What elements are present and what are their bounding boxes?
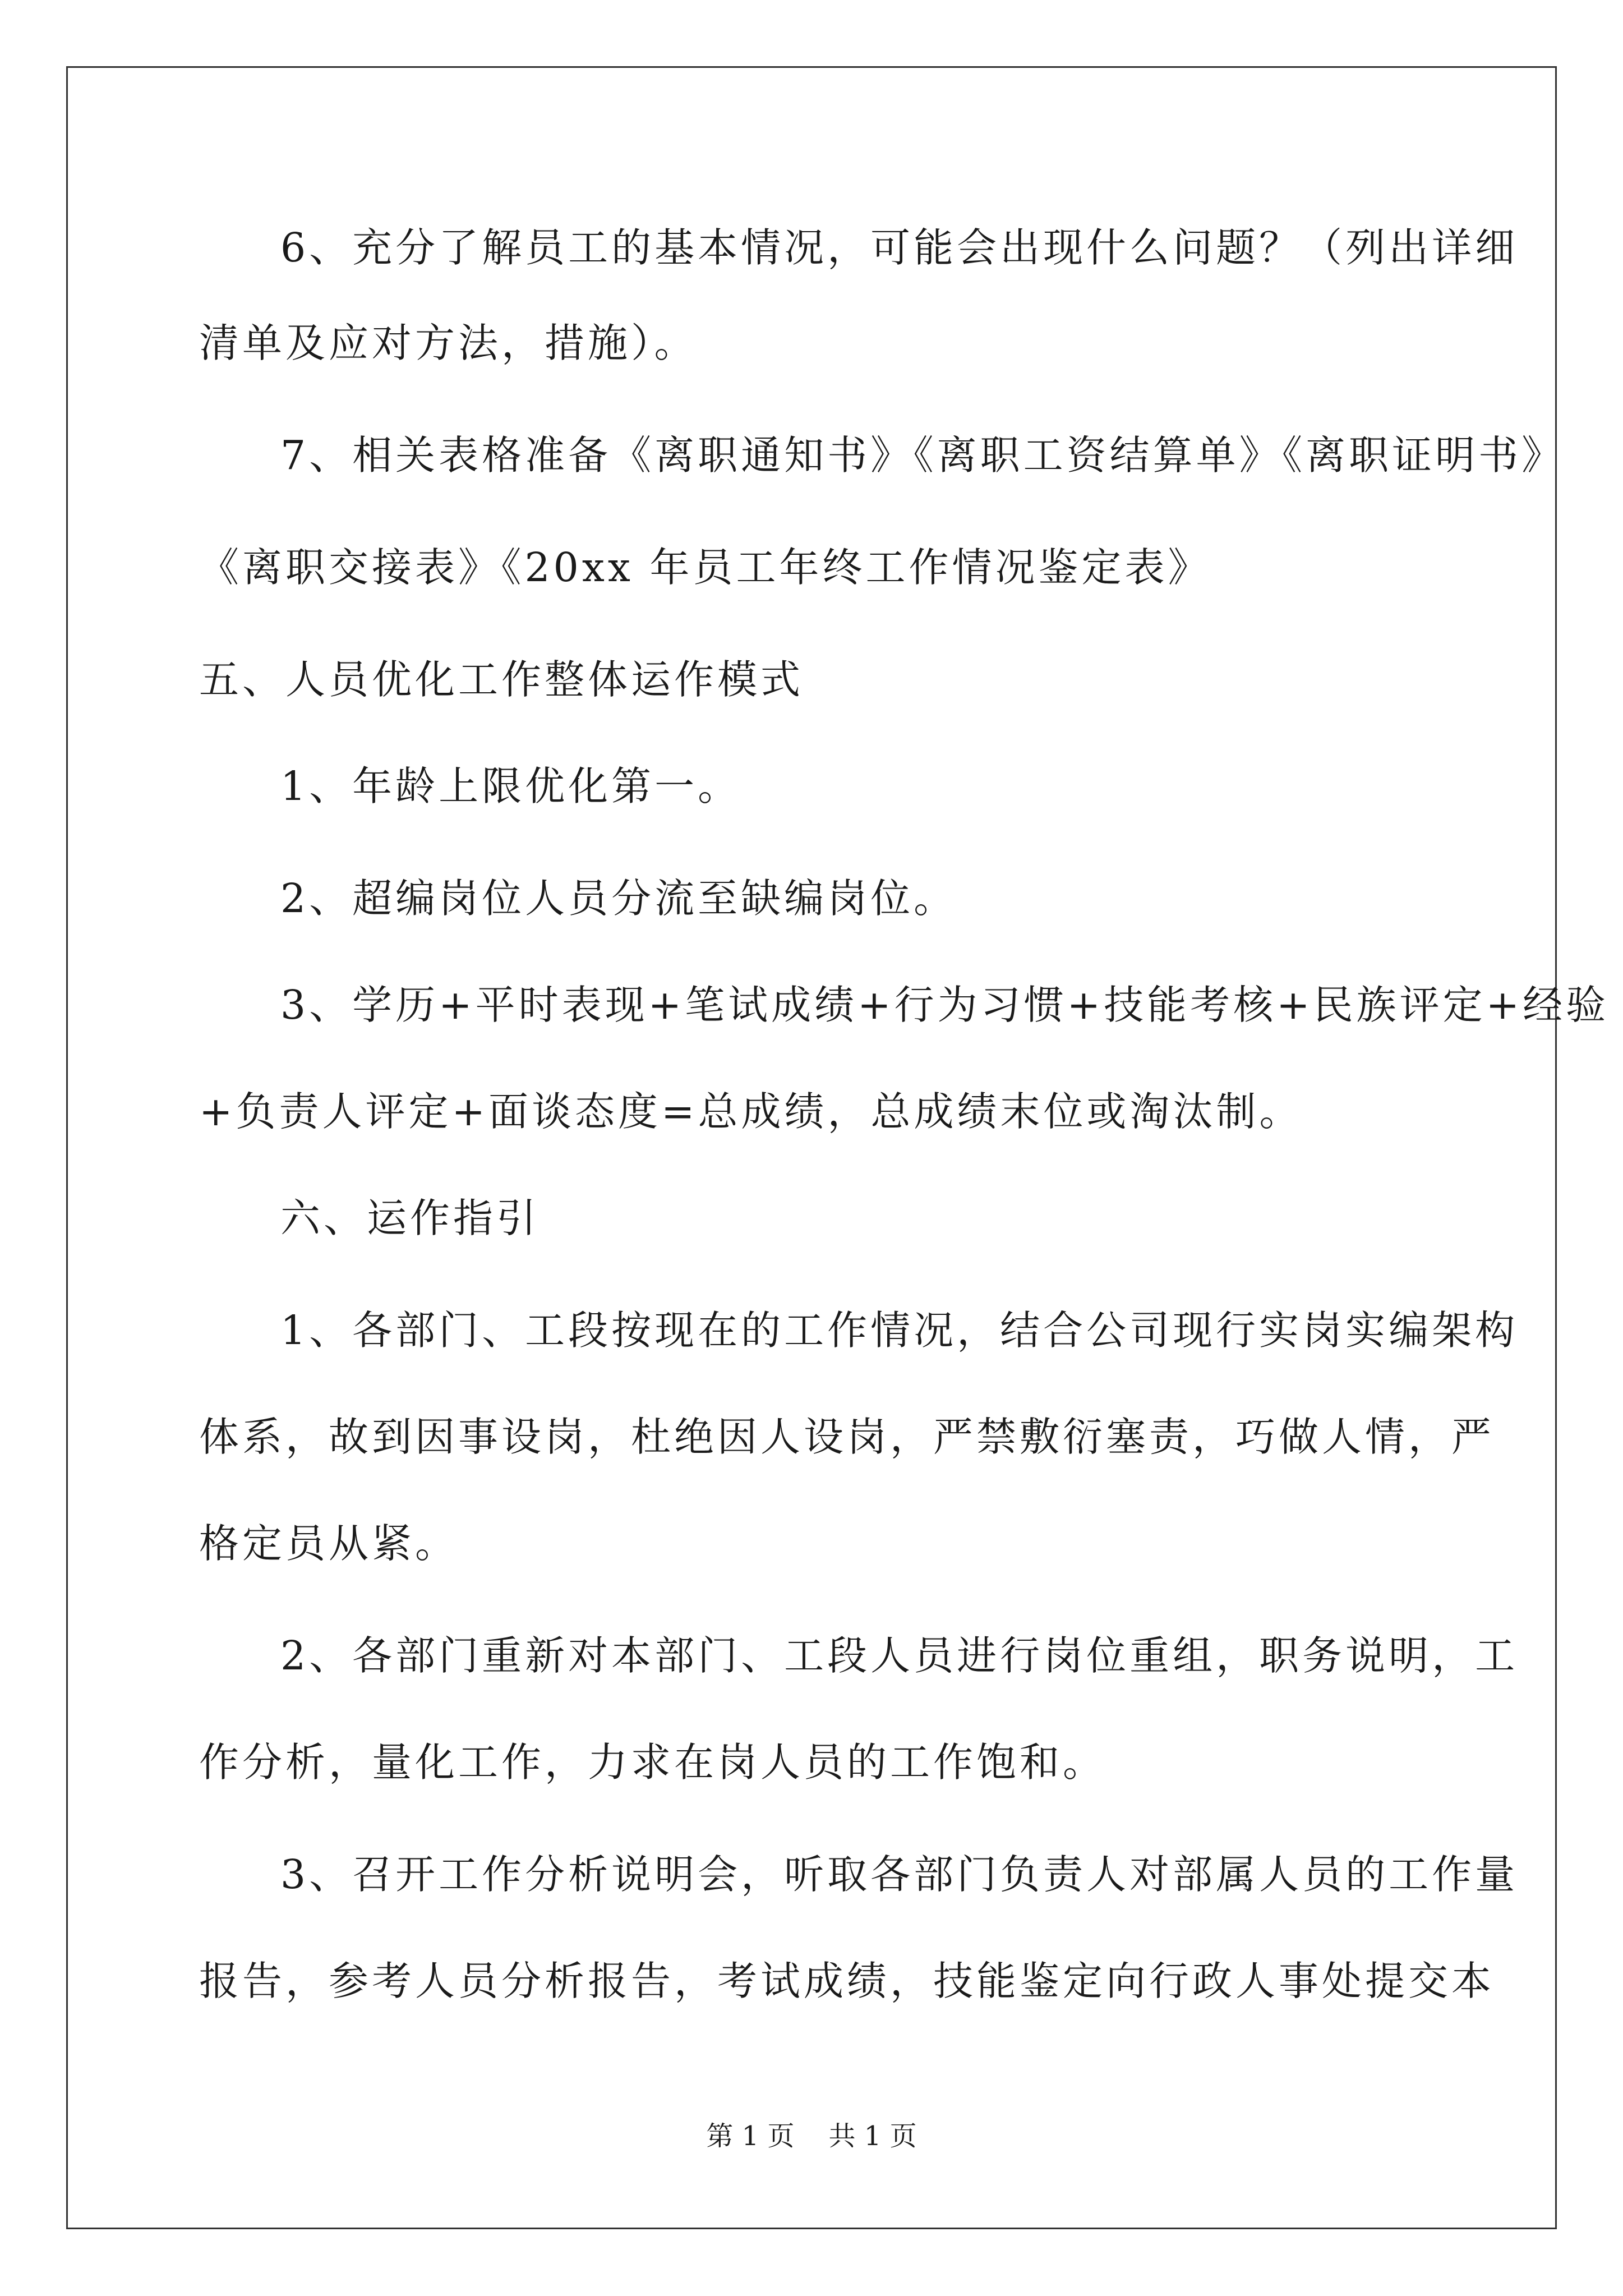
- paragraph-line: 作分析，量化工作，力求在岗人员的工作饱和。: [199, 1739, 1106, 1786]
- page-number-footer: 第 1 页 共 1 页: [706, 2120, 917, 2152]
- paragraph-line: 6、充分了解员工的基本情况，可能会出现什么问题？（列出详细: [280, 224, 1519, 271]
- paragraph-line: 7、相关表格准备《离职通知书》《离职工资结算单》《离职证明书》: [280, 432, 1565, 478]
- paragraph-line: 1、各部门、工段按现在的工作情况，结合公司现行实岗实编架构: [280, 1307, 1519, 1354]
- paragraph-line: 3、召开工作分析说明会，听取各部门负责人对部属人员的工作量: [280, 1851, 1519, 1898]
- paragraph-line: 体系，故到因事设岗，杜绝因人设岗，严禁敷衍塞责，巧做人情，严: [199, 1414, 1495, 1460]
- paragraph-line: 报告，参考人员分析报告，考试成绩，技能鉴定向行政人事处提交本: [199, 1958, 1495, 2004]
- paragraph-line: 1、年龄上限优化第一。: [280, 763, 741, 809]
- paragraph-line: 清单及应对方法，措施）。: [199, 320, 698, 366]
- paragraph-line: 《离职交接表》《20xx 年员工年终工作情况鉴定表》: [199, 544, 1211, 591]
- paragraph-line: 2、各部门重新对本部门、工段人员进行岗位重组，职务说明，工: [280, 1632, 1519, 1679]
- paragraph-line: +负责人评定+面谈态度=总成绩，总成绩末位或淘汰制。: [199, 1088, 1303, 1135]
- section-heading: 六、运作指引: [280, 1195, 540, 1241]
- section-heading: 五、人员优化工作整体运作模式: [199, 656, 804, 703]
- paragraph-line: 2、超编岗位人员分流至缺编岗位。: [280, 875, 957, 922]
- page-border: [66, 66, 1557, 2229]
- paragraph-line: 格定员从紧。: [199, 1520, 459, 1567]
- paragraph-line: 3、学历+平时表现+笔试成绩+行为习惯+技能考核+民族评定+经验: [280, 982, 1610, 1028]
